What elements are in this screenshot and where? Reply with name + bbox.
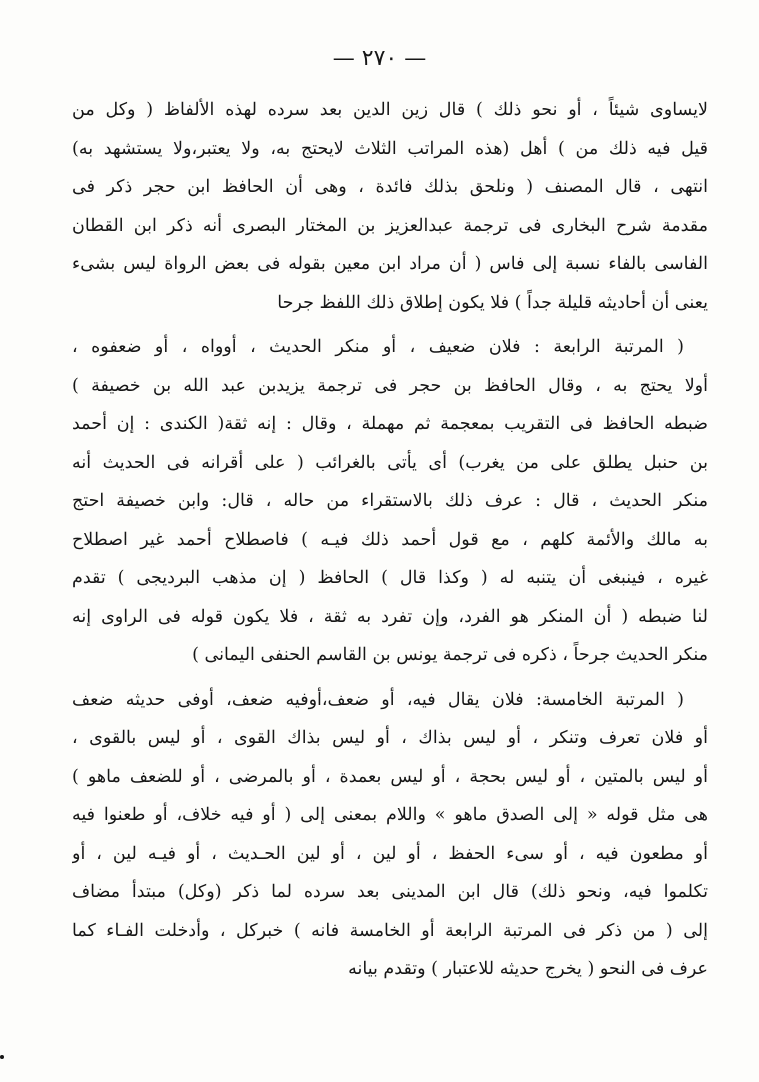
text-line: لنا ضبطه ( أن المنكر هو الفرد، وإن تفرد به ثقة ، فلا يكون قوله فى الراوى إنه: [72, 606, 708, 627]
text-line: مقدمة شرح البخارى فى ترجمة عبدالعزيز بن المختار البصرى أنه ذكر ابن القطان: [72, 215, 708, 236]
text-line: أو ليس بالمتين ، أو ليس بحجة ، أو ليس بعمدة ، أو بالمرضى ، أو للضعف ماهو ): [72, 766, 708, 787]
page-number: — ٢٧٠ —: [332, 46, 427, 71]
text-line: أو مطعون فيه ، أو سىء الحفظ ، أو لين ، أو لين الحـديث ، أو فيـه لين ، أو: [72, 843, 708, 864]
text-line: تكلموا فيه، ونحو ذلك) قال ابن المدينى بعد سرده لما ذكر (وكل) مبتدأ مضاف: [72, 882, 708, 902]
text-line: الفاسى بالفاء نسبة إلى فاس ( أن مراد ابن معين بقوله فى بعض الرواة ليس بشىء: [72, 254, 708, 274]
text-line: بن حنبل يطلق على من يغرب) أى يأتى بالغرائب ( على أقرانه فى الحديث أنه: [72, 452, 708, 473]
text-line: منكر الحديث جرحاً ، ذكره فى ترجمة يونس بن القاسم الحنفى اليمانى ): [192, 645, 708, 665]
text-line: ضبطه الحافظ فى التقريب بمعجمة ثم مهملة ، وقال : إنه ثقة( الكندى : إن أحمد: [72, 414, 708, 434]
text-line: قيل فيه ذلك من ) أهل (هذه المراتب الثلاث لايحتج به، ولا يعتبر،ولا يستشهد به): [72, 138, 708, 159]
text-line: منكر الحديث ، قال : عرف ذلك بالاستقراء من حاله ، قال: وابن خصيفة احتج: [72, 491, 708, 511]
text-line: غيره ، فينبغى أن يتنبه له ( وكذا قال ) الحافظ ( إن مذهب البرديجى ) تقدم: [72, 568, 708, 588]
body-text: [72, 91, 708, 989]
text-line: إلى ( من ذكر فى المرتبة الرابعة أو الخامسة فانه ) خبركل ، وأدخلت الفـاء كما: [72, 920, 708, 941]
text-line: ( المرتبة الخامسة: فلان يقال فيه، أو ضعف،أوفيه ضعف، أوفى حديثه ضعف: [72, 689, 684, 710]
text-line: أو فلان تعرف وتنكر ، أو ليس بذاك ، أو ليس بذاك القوى ، أو ليس بالقوى ،: [72, 728, 708, 748]
text-line: أولا يحتج به ، وقال الحافظ بن حجر فى ترجمة يزيدبن عبد الله بن خصيفة ): [72, 375, 708, 396]
text-line: يعنى أن أحاديثه قليلة جداً ) فلا يكون إطلاق ذلك اللفظ جرحا: [277, 292, 708, 313]
paragraph-3: [72, 681, 708, 989]
text-line: ( المرتبة الرابعة : فلان ضعيف ، أو منكر الحديث ، أوواه ، أو ضعفوه ،: [72, 337, 684, 357]
text-line: عرف فى النحو ( يخرج حديثه للاعتبار ) وتقدم بيانه: [348, 959, 708, 979]
text-line: انتهى ، قال المصنف ( ونلحق بذلك فائدة ، وهى أن الحافظ ابن حجر ذكر فى: [72, 177, 708, 197]
text-line: هى مثل قوله « إلى الصدق ماهو » واللام بمعنى إلى ( أو فيه خلاف، أو طعنوا فيه: [72, 805, 708, 825]
scan-speck: [0, 1055, 4, 1059]
text-line: لايساوى شيئاً ، أو نحو ذلك ) قال زين الدين بعد سرده لهذه الألفاظ ( وكل من: [72, 100, 708, 120]
text-line: به مالك والأئمة كلهم ، مع قول أحمد ذلك فيـه ) فاصطلاح أحمد غير اصطلاح: [72, 529, 708, 550]
paragraph-2: [72, 328, 708, 675]
paragraph-1: [72, 91, 708, 322]
